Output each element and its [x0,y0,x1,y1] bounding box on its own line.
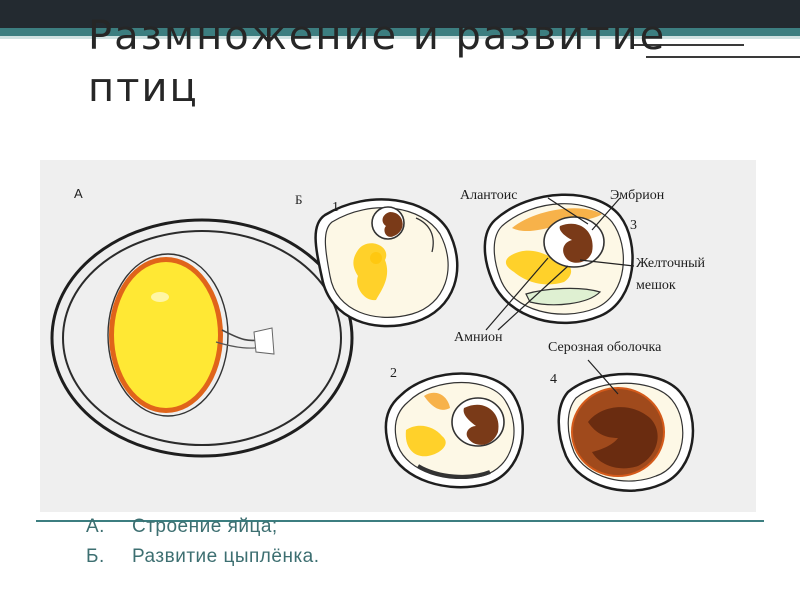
yolk-cluster [370,252,382,264]
caption-item [86,542,320,572]
stage-4-egg [559,360,693,491]
label-amnion: Амнион [454,330,503,345]
caption-item [86,512,320,542]
stage-2-egg [386,374,523,488]
label-embryo: Эмбрион [610,188,665,203]
label-serous-membrane: Серозная оболочка [548,340,662,355]
label-yolk-sac-line2: мешок [636,278,676,293]
caption-text: Развитие цыплёнка. [132,546,320,567]
stage-3-egg [485,195,634,330]
diagram-svg [40,160,756,512]
label-allantois: Алантоис [460,188,518,203]
caption-marker: А. [86,516,105,537]
stage-number-1: 1 [332,200,339,215]
caption-list [86,512,320,572]
panel-a-label: А [74,186,83,201]
air-cell [254,328,274,354]
slide-title: Размножение и развитие птиц [88,13,667,111]
stage-number-2: 2 [390,366,397,381]
stage-number-3: 3 [630,218,637,233]
yolk [114,262,218,408]
label-yolk-sac-line1: Желточный [636,256,706,271]
panel-b-label: Б [295,192,303,207]
stage-number-4: 4 [550,372,557,387]
stage-1-egg [316,199,458,326]
germinal-disc [151,292,169,302]
egg-structure-diagram [52,220,352,456]
diagram-figure [40,160,756,512]
caption-text: Строение яйца; [132,516,278,537]
caption-marker: Б. [86,546,105,567]
